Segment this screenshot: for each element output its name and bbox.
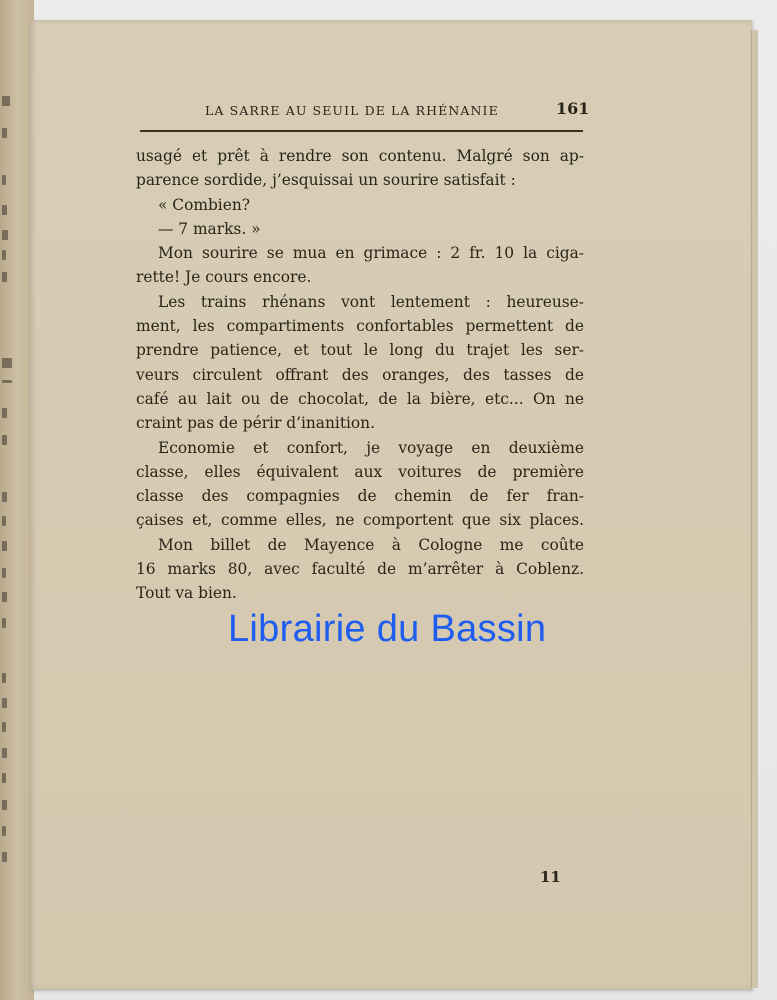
text-line: Economie et confort, je voyage en deuxième bbox=[158, 438, 584, 457]
text-line: — 7 marks. » bbox=[158, 219, 261, 238]
text-line: Tout va bien. bbox=[136, 584, 237, 603]
facing-page-mark bbox=[2, 380, 12, 383]
facing-page-mark bbox=[2, 358, 12, 368]
facing-page-mark bbox=[2, 826, 6, 836]
facing-page-mark bbox=[2, 541, 7, 551]
facing-page-mark bbox=[2, 408, 7, 418]
header-rule bbox=[140, 130, 583, 132]
text-line: ment, les compartiments confortables permettent de bbox=[136, 317, 584, 336]
facing-page-mark bbox=[2, 592, 7, 602]
text-line: 16 marks 80, avec faculté de m’arrêter à Coblenz. bbox=[136, 560, 584, 579]
facing-page-mark bbox=[2, 205, 7, 215]
facing-page-mark bbox=[2, 800, 7, 810]
facing-page-mark bbox=[2, 250, 6, 260]
page-number: 161 bbox=[556, 99, 590, 118]
book-page bbox=[30, 20, 752, 990]
facing-page-mark bbox=[2, 618, 6, 628]
page-edge bbox=[751, 30, 758, 988]
text-line: classe des compagnies de chemin de fer fran- bbox=[136, 487, 584, 506]
facing-page-mark bbox=[2, 128, 7, 138]
text-line: Les trains rhénans vont lentement : heureuse- bbox=[158, 292, 584, 311]
facing-page-mark bbox=[2, 673, 6, 683]
body-text bbox=[136, 144, 584, 606]
facing-page-mark bbox=[2, 96, 10, 106]
signature-mark: 11 bbox=[540, 868, 561, 886]
text-line: parence sordide, j’esquissai un sourire satisfait : bbox=[136, 171, 516, 190]
facing-page-mark bbox=[2, 852, 7, 862]
facing-page-mark bbox=[2, 773, 6, 783]
text-line: prendre patience, et tout le long du trajet les ser- bbox=[136, 341, 584, 360]
text-line: craint pas de périr d’inanition. bbox=[136, 414, 375, 433]
text-line: veurs circulent offrant des oranges, des tasses de bbox=[136, 365, 584, 384]
running-head: LA SARRE AU SEUIL DE LA RHÉNANIE bbox=[205, 103, 499, 118]
facing-page-mark bbox=[2, 568, 6, 578]
watermark: Librairie du Bassin bbox=[228, 608, 547, 650]
text-line: rette! Je cours encore. bbox=[136, 268, 312, 287]
text-line: classe, elles équivalent aux voitures de première bbox=[136, 462, 584, 481]
text-line: usagé et prêt à rendre son contenu. Malgré son ap- bbox=[136, 147, 584, 165]
facing-page-edge bbox=[0, 0, 34, 1000]
text-line: çaises et, comme elles, ne comportent que six places. bbox=[136, 511, 584, 530]
text-line: Mon billet de Mayence à Cologne me coûte bbox=[158, 535, 584, 554]
facing-page-mark bbox=[2, 272, 7, 282]
facing-page-mark bbox=[2, 492, 7, 502]
facing-page-mark bbox=[2, 748, 7, 758]
text-line: Mon sourire se mua en grimace : 2 fr. 10 la ciga- bbox=[158, 244, 584, 263]
facing-page-mark bbox=[2, 516, 6, 526]
text-line: « Combien? bbox=[158, 195, 250, 214]
page-header bbox=[30, 99, 752, 123]
facing-page-mark bbox=[2, 230, 8, 240]
text-line: café au lait ou de chocolat, de la bière, etc... On ne bbox=[136, 389, 584, 408]
facing-page-mark bbox=[2, 175, 6, 185]
facing-page-mark bbox=[2, 698, 7, 708]
facing-page-mark bbox=[2, 722, 6, 732]
facing-page-mark bbox=[2, 435, 7, 445]
